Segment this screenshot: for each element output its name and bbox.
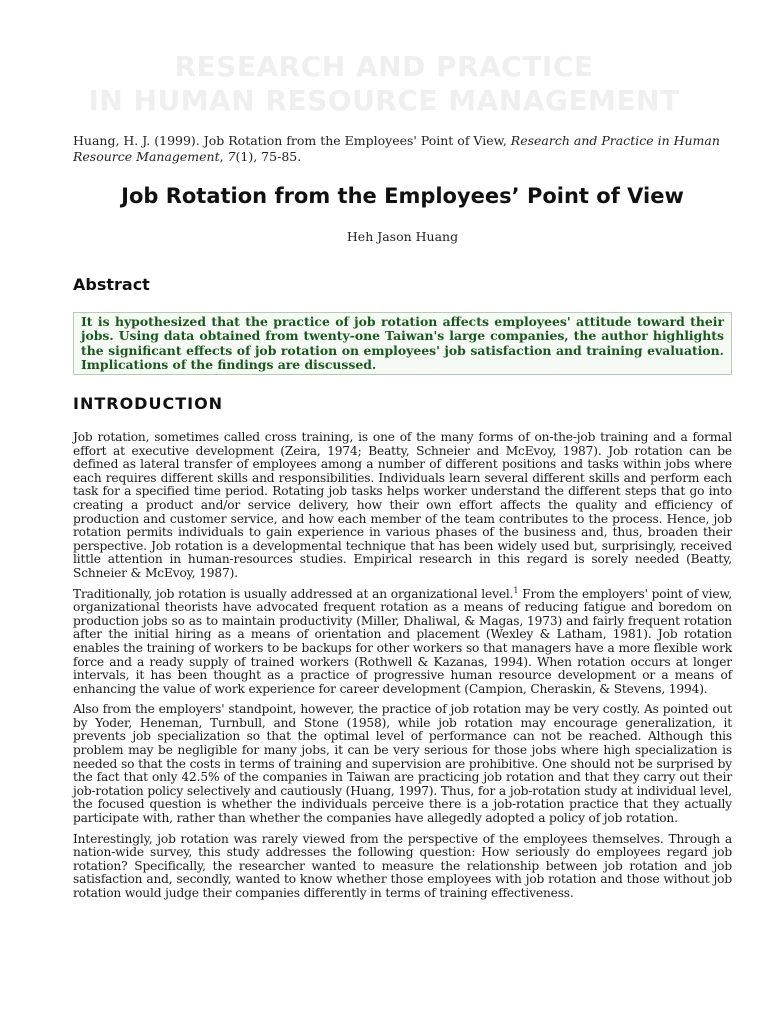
paragraph-2-rest: From the employers' point of view, organizational theorists have advocated frequent rotation as a means of reducing fatigue and boredom on production jobs so as to maintain productivity (Miller, Dhaliwal, & Magas, 1973) and fairly frequent rotation after the initial hiring as a means of orientation and placement (Wexley & Latham, 1981). Job rotation enables the training of workers to be backups for other workers so that managers have a more flexible work force and a ready supply of trained workers (Rothwell & Kazanas, 1994). When rotation occurs at longer intervals, it has been thought as a practice of progressive human resource development or a means of enhancing the value of work experience for career development (Campion, Cheraskin, & Stevens, 1994). [73, 586, 733, 696]
citation-suffix: (1), 75-85. [235, 149, 302, 164]
introduction-body [73, 431, 732, 908]
citation-middle: , [219, 149, 228, 164]
paragraph-2 [73, 585, 733, 697]
citation [73, 133, 732, 165]
paragraph-2-start: Traditionally, job rotation is usually addressed at an organizational level. [73, 586, 514, 601]
citation-prefix: Huang, H. J. (1999). Job Rotation from the Employees' Point of View, [73, 133, 511, 148]
journal-banner [0, 50, 768, 118]
abstract-heading: Abstract [73, 275, 150, 294]
footnote-marker[interactable]: 1 [513, 585, 519, 595]
journal-banner-line-2: IN HUMAN RESOURCE MANAGEMENT [88, 84, 680, 117]
paper-title: Job Rotation from the Employees’ Point of View [121, 184, 684, 208]
paragraph-3: Also from the employers' standpoint, however, the practice of job rotation may be very costly. As pointed out by Yoder, Heneman, Turnbull, and Stone (1958), while job rotation may encourage generalization, it prevents job specialization so that the optimal level of performance can not be reached. Although this problem may be negligible for many jobs, it can be very serious for those jobs where high specialization is needed so that the costs in terms of training and supervision are prohibitive. One should not be surprised by the fact that only 42.5% of the companies in Taiwan are practicing job rotation and that they carry out their job-rotation policy selectively and cautiously (Huang, 1997). Thus, for a job-rotation study at individual level, the focused question is whether the individuals perceive there is a job-rotation practice that they actually participate with, rather than whether the companies have allegedly adopted a policy of job rotation. [73, 702, 732, 826]
citation-volume: 7 [227, 149, 236, 164]
author-name: Heh Jason Huang [346, 229, 459, 244]
abstract-box: It is hypothesized that the practice of job rotation affects employees' attitude toward their jobs. Using data obtained from twenty-one Taiwan's large companies, the author highlights the significant effects of job rotation on employees' job satisfaction and training evaluation. Implications of the findings are discussed. [73, 312, 732, 375]
introduction-heading: INTRODUCTION [73, 394, 224, 413]
journal-banner-line-1: RESEARCH AND PRACTICE [174, 50, 594, 83]
paragraph-1: Job rotation, sometimes called cross training, is one of the many forms of on-the-job training and a formal effort at executive development (Zeira, 1974; Beatty, Schneier and McEvoy, 1987). Job rotation can be defined as lateral transfer of employees among a number of different positions and tasks within jobs where each requires different skills and responsibilities. Individuals learn several different skills and perform each task for a specified time period. Rotating job tasks helps worker understand the different steps that go into creating a product and/or service delivery, how their own effort affects the quality and efficiency of production and customer service, and how each member of the team contributes to the process. Hence, job rotation permits individuals to gain experience in various phases of the business and, thus, broaden their perspective. Job rotation is a developmental technique that has been widely used but, surprisingly, received little attention in human-resources studies. Empirical research in this regard is sorely needed (Beatty, Schneier & McEvoy, 1987). [73, 430, 732, 580]
citation-journal: Research and Practice in Human Resource Management [73, 133, 720, 164]
paragraph-4: Interestingly, job rotation was rarely viewed from the perspective of the employees themselves. Through a nation-wide survey, this study addresses the following question: How seriously do employees regard job rotation? Specifically, the researcher wanted to measure the relationship between job rotation and job satisfaction and, secondly, wanted to know whether those employees with job rotation and those without job rotation would judge their companies differently in terms of training effectiveness. [73, 831, 732, 900]
